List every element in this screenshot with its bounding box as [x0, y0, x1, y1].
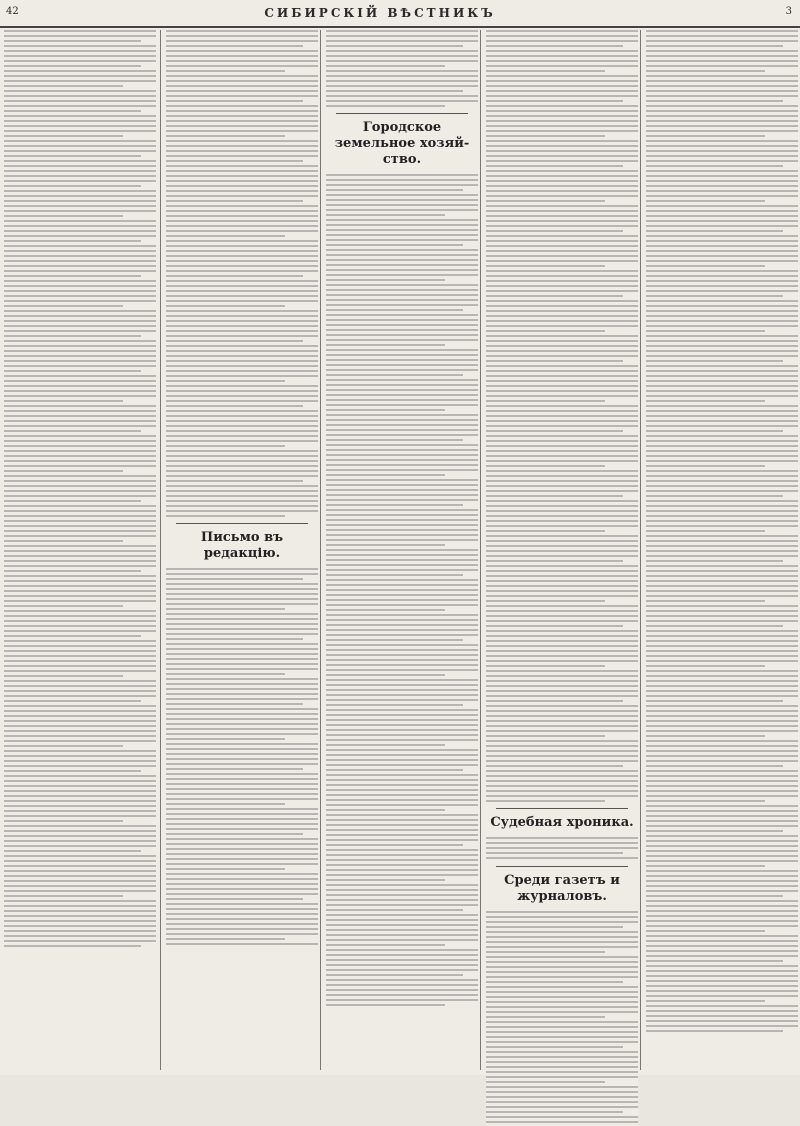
court-chronicle-heading: Судебная хроника.	[490, 815, 634, 830]
column-1	[4, 30, 156, 1068]
column-rule	[320, 30, 321, 1070]
section-divider	[496, 866, 628, 867]
column-rule	[480, 30, 481, 1070]
column-rule	[640, 30, 641, 1070]
section-divider	[176, 523, 308, 524]
land-economy-heading: Городское земельное хозяй-ство.	[334, 120, 470, 167]
column-5	[646, 30, 798, 1068]
page-number-left: 42	[6, 6, 19, 17]
section-divider	[336, 113, 468, 114]
journals-section	[486, 860, 638, 1126]
letter-heading: Письмо въ редакцію.	[200, 530, 284, 561]
page-number-right: 3	[785, 6, 792, 17]
newspaper-title: СИБИРСКІЙ ВѢСТНИКЪ	[264, 6, 496, 20]
column-3	[326, 30, 478, 1068]
journals-heading: Среди газетъ и журналовъ.	[504, 873, 620, 904]
masthead	[0, 0, 800, 28]
column-2	[166, 30, 318, 1068]
column-rule	[160, 30, 161, 1070]
section-divider	[496, 808, 628, 809]
